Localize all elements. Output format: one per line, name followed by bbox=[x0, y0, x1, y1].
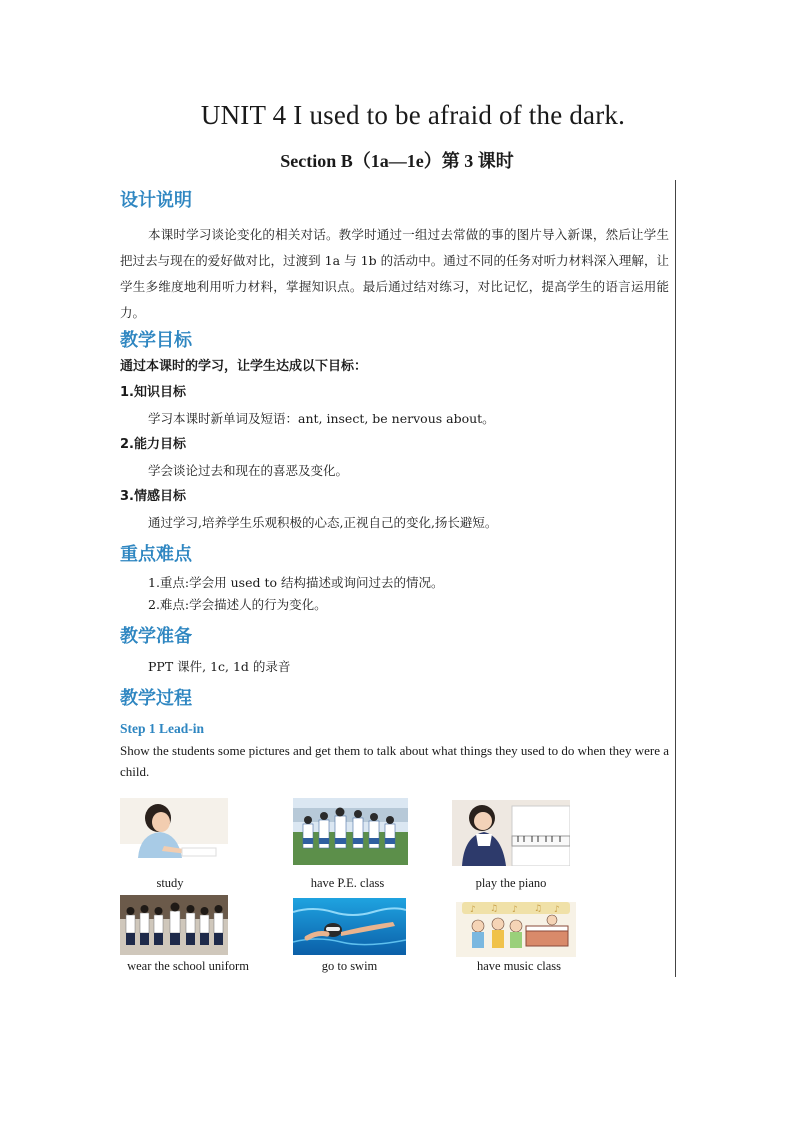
step1-title: Step 1 Lead-in bbox=[120, 721, 205, 736]
svg-text:♫: ♫ bbox=[490, 904, 499, 914]
svg-text:♫: ♫ bbox=[534, 904, 543, 914]
svg-text:♪: ♪ bbox=[512, 905, 518, 915]
caption-school-uniform: wear the school uniform bbox=[127, 959, 249, 973]
caption-pe-class: have P.E. class bbox=[310, 876, 385, 890]
heading-objectives: 教学目标 bbox=[120, 330, 192, 351]
key-point-1: 1.重点:学会用 used to 结构描述或询问过去的情况。 bbox=[148, 575, 444, 590]
pe-class-picture bbox=[293, 798, 408, 865]
step1-text: Show the students some pictures and get them to talk about what things they used to do when they were a child. bbox=[120, 743, 669, 779]
unit-title: UNIT 4 I used to be afraid of the dark. bbox=[200, 100, 626, 130]
key-point-2: 2.难点:学会描述人的行为变化。 bbox=[148, 597, 327, 612]
margin-rule bbox=[675, 180, 676, 977]
objective-text-emotion: 通过学习,培养学生乐观积极的心态,正视自己的变化,扬长避短。 bbox=[148, 515, 498, 530]
caption-study: study bbox=[156, 876, 184, 890]
objective-title-emotion: 3.情感目标 bbox=[120, 489, 186, 504]
heading-design: 设计说明 bbox=[120, 190, 192, 211]
caption-music-class: have music class bbox=[476, 959, 561, 973]
document-body bbox=[120, 188, 669, 782]
objective-text-ability: 学会谈论过去和现在的喜恶及变化。 bbox=[148, 463, 349, 478]
objective-text-knowledge: 学习本课时新单词及短语：ant, insect, be nervous about。 bbox=[148, 411, 495, 426]
music-class-picture bbox=[456, 902, 576, 957]
school-uniform-picture bbox=[120, 895, 228, 955]
objectives-intro: 通过本课时的学习，让学生达成以下目标： bbox=[120, 359, 368, 374]
section-title: Section B（1a—1e）第 3 课时 bbox=[280, 151, 514, 171]
swim-picture bbox=[293, 898, 406, 955]
svg-text:♪: ♪ bbox=[470, 905, 476, 915]
caption-swim: go to swim bbox=[321, 959, 378, 973]
heading-key-points: 重点难点 bbox=[120, 544, 192, 565]
objective-title-knowledge: 1.知识目标 bbox=[120, 385, 186, 400]
design-text: 本课时学习谈论变化的相关对话。教学时通过一组过去常做的事的图片导入新课，然后让学生把过去与现在的爱好做对比，过渡到 1a 与 1b 的活动中。通过不同的任务对听力材料深入理解，让学生多维度地利用听力材料，掌握知识点。最后通过结对练习，对比记忆，提高学生的语言运用能力。 bbox=[120, 227, 669, 320]
objective-title-ability: 2.能力目标 bbox=[120, 437, 186, 452]
preparation-text: PPT 课件, 1c, 1d 的录音 bbox=[148, 659, 291, 674]
caption-piano: play the piano bbox=[475, 876, 547, 890]
piano-picture bbox=[452, 800, 570, 866]
heading-process: 教学过程 bbox=[120, 688, 192, 709]
svg-text:♪: ♪ bbox=[554, 905, 560, 915]
heading-preparation: 教学准备 bbox=[120, 626, 192, 647]
study-picture bbox=[120, 798, 228, 865]
